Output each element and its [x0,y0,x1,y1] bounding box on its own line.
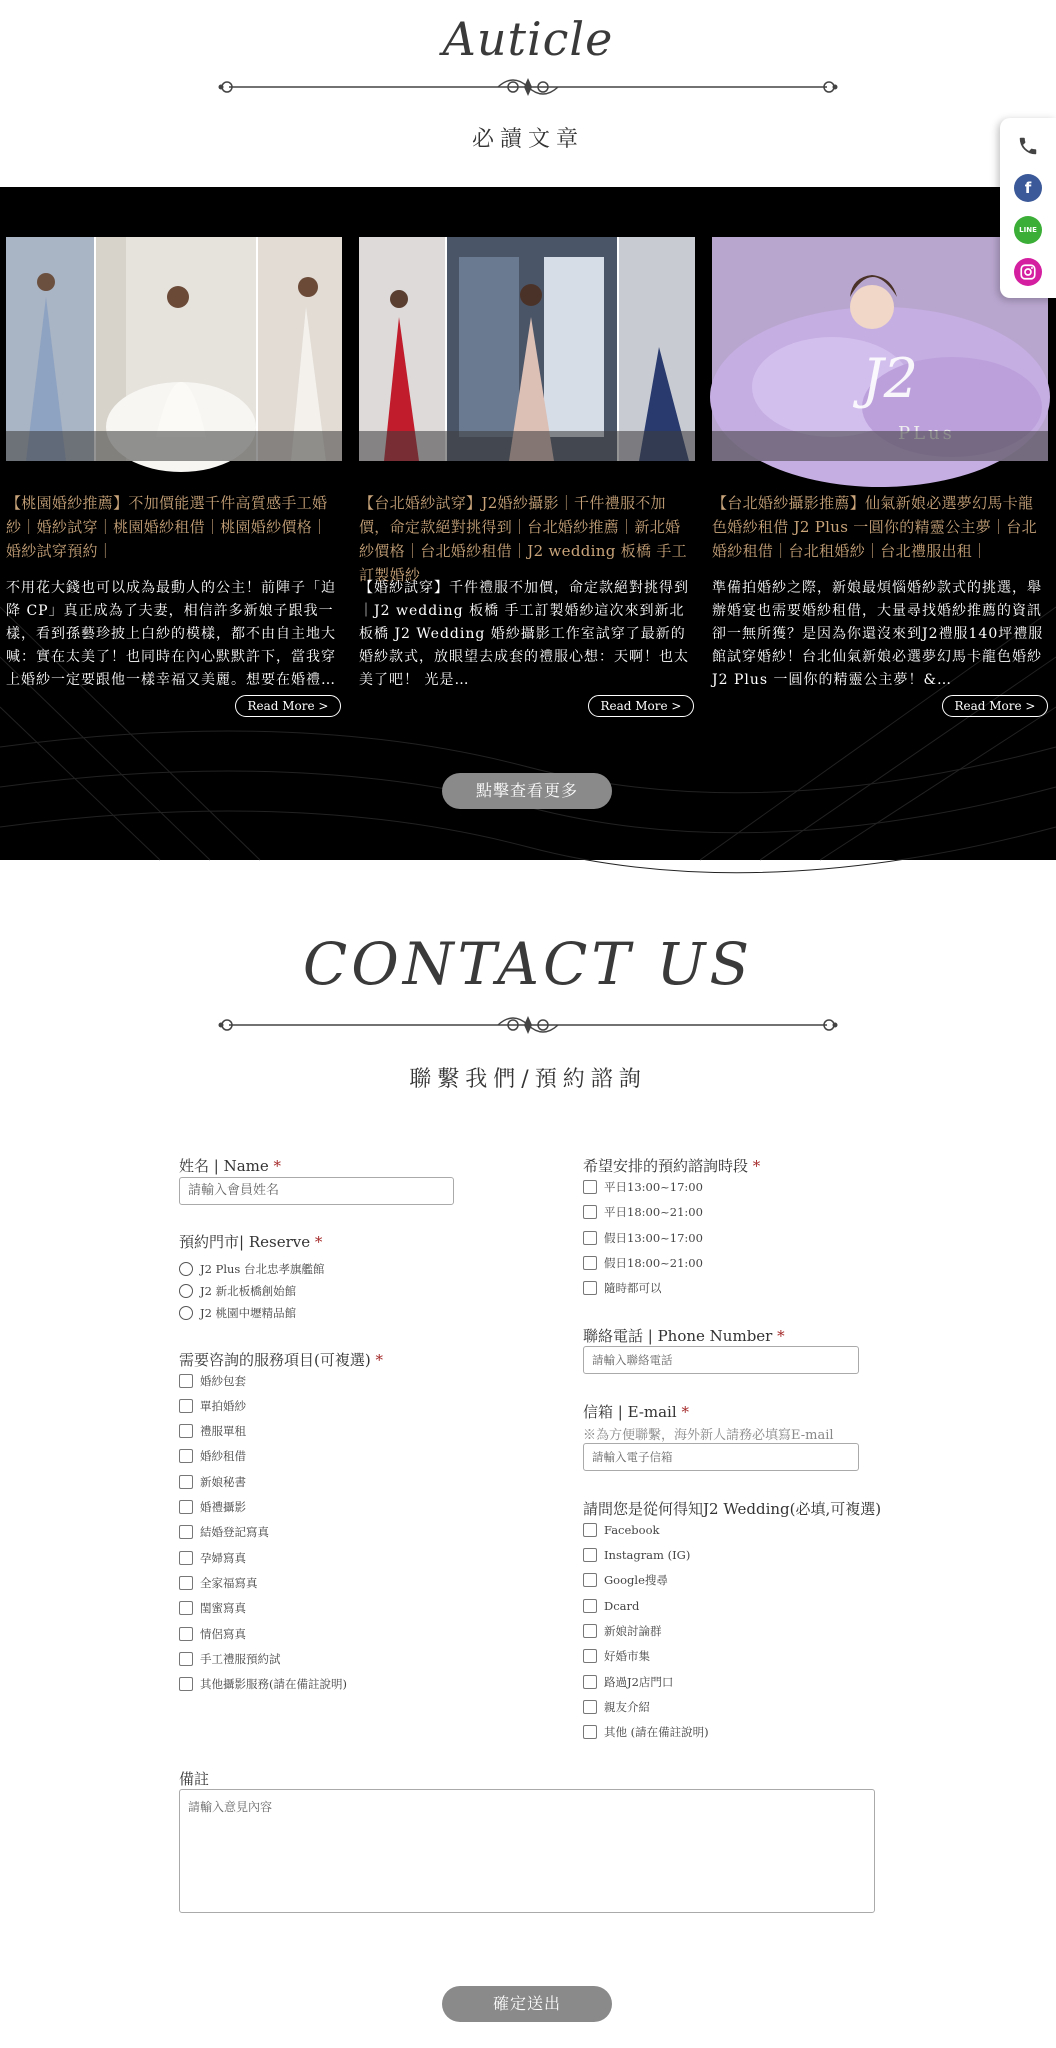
checkbox[interactable] [179,1576,193,1590]
phone-label-text: 聯絡電話 | Phone Number [583,1327,773,1345]
article-subtitle: 必讀文章 [471,127,584,152]
source-label: 請問您是從何得知J2 Wedding(必填,可複選) [583,1500,882,1518]
checkbox[interactable] [179,1374,193,1388]
view-more-button[interactable]: 點擊查看更多 [442,773,612,809]
source-option[interactable] [583,1724,709,1740]
line-glyph: LINE [1019,226,1037,234]
service-option-label: 新娘秘書 [200,1475,246,1489]
service-option-label: 禮服單租 [200,1424,246,1438]
checkbox[interactable] [179,1399,193,1413]
reserve-option[interactable] [179,1305,296,1321]
reserve-option-label: J2 桃園中壢精品館 [200,1306,297,1320]
reserve-option[interactable] [179,1283,296,1299]
checkbox[interactable] [179,1424,193,1438]
contact-script-title: CONTACT US [302,930,754,998]
checkbox[interactable] [179,1449,193,1463]
time-option[interactable] [583,1255,703,1271]
email-input[interactable]: 請輸入電子信箱 [583,1443,859,1471]
time-label [583,1155,760,1176]
required-mark: * [375,1351,383,1369]
notes-label: 備註 [179,1770,210,1788]
article-card-excerpt: 【婚紗試穿】千件禮服不加價，命定款絕對挑得到｜J2 wedding 板橋 手工訂製婚紗這次來到新北板橋 J2 Wedding 婚紗攝影工作室試穿了最新的婚紗款式，放眼望去成套的禮服心想：天啊！也太美了吧！ 光是… [359,580,689,688]
facebook-glyph: f [1024,179,1032,197]
time-option[interactable] [583,1204,703,1220]
article-card[interactable] [359,237,695,688]
checkbox[interactable] [583,1281,597,1295]
divider-ornament [205,1013,851,1037]
time-label-text: 希望安排的預約諮詢時段 [583,1157,749,1175]
checkbox[interactable] [583,1256,597,1270]
phone-label [583,1325,785,1346]
source-option-label: 其他 (請在備註說明) [604,1725,709,1739]
time-option[interactable] [583,1230,703,1246]
service-option-label: 全家福寫真 [200,1576,258,1590]
checkbox[interactable] [583,1523,597,1537]
reserve-label [179,1231,322,1252]
source-option-label: Google搜尋 [604,1573,668,1587]
article-card-title[interactable]: 【台北婚紗攝影推薦】仙氣新娘必選夢幻馬卡龍色婚紗租借 J2 Plus 一圓你的精靈公主夢｜台北婚紗租借｜台北租婚紗｜台北禮服出租｜ [712,494,1037,560]
time-option-label: 假日13:00~17:00 [604,1231,703,1245]
source-option[interactable] [583,1598,639,1614]
checkbox[interactable] [583,1624,597,1638]
checkbox[interactable] [583,1231,597,1245]
required-mark: * [777,1327,785,1345]
divider-ornament [205,75,851,99]
phone-icon[interactable] [1014,132,1042,160]
time-option-label: 平日18:00~21:00 [604,1205,703,1219]
article-section [0,187,1056,860]
notes-textarea[interactable]: 請輸入意見內容 [179,1789,875,1913]
source-option-label: 好婚市集 [604,1649,650,1663]
reserve-option-label: J2 新北板橋創始館 [200,1284,297,1298]
article-card[interactable] [6,237,342,688]
article-card-title[interactable]: 【台北婚紗試穿】J2婚紗攝影｜千件禮服不加價，命定款絕對挑得到｜台北婚紗推薦｜新北婚紗價格｜台北婚紗租借｜J2 wedding 板橋 手工訂製婚紗 [359,494,687,584]
read-more-button[interactable]: Read More > [588,695,694,717]
article-script-title: Auticle [442,12,614,66]
source-option[interactable] [583,1547,690,1563]
facebook-icon[interactable] [1014,174,1042,202]
service-option[interactable] [179,1600,246,1616]
source-option[interactable] [583,1522,659,1538]
service-option[interactable] [179,1398,246,1414]
article-card-excerpt: 準備拍婚紗之際，新娘最煩惱婚紗款式的挑選，舉辦婚宴也需要婚紗租借，大量尋找婚紗推薦的資訊卻一無所獲？是因為你還沒來到J2禮服140坪禮服館試穿婚紗！台北仙氣新娘必選夢幻馬卡龍色婚紗 J2 Plus 一圓你的精靈公主夢！&… [712,580,1044,688]
service-option[interactable] [179,1626,246,1642]
article-thumbnail[interactable] [712,237,1048,461]
service-option[interactable] [179,1524,269,1540]
checkbox[interactable] [583,1180,597,1194]
service-option-label: 情侶寫真 [200,1627,246,1641]
article-thumbnail[interactable] [359,237,695,461]
service-option-label: 閨蜜寫真 [200,1601,246,1615]
read-more-button[interactable]: Read More > [235,695,341,717]
reserve-option-label: J2 Plus 台北忠孝旗艦館 [200,1262,325,1276]
contact-subtitle: 聯繫我們/預約諮詢 [409,1067,647,1092]
services-label-text: 需要咨詢的服務項目(可複選) [179,1351,371,1369]
time-option[interactable] [583,1280,662,1296]
checkbox[interactable] [179,1500,193,1514]
service-option[interactable] [179,1373,246,1389]
required-mark: * [752,1157,761,1175]
time-option-label: 平日13:00~17:00 [604,1180,703,1194]
image-shade [712,431,1048,461]
source-option-label: Dcard [604,1599,640,1613]
checkbox[interactable] [179,1475,193,1489]
checkbox[interactable] [179,1551,193,1565]
email-label [583,1401,689,1422]
reserve-label-text: 預約門市| Reserve [179,1233,311,1251]
article-thumbnail[interactable] [6,237,342,461]
service-option-label: 單拍婚紗 [200,1399,246,1413]
service-option[interactable] [179,1474,246,1490]
source-option-label: 新娘討論群 [604,1624,662,1638]
article-card-excerpt: 不用花大錢也可以成為最動人的公主！前陣子「迫降 CP」真正成為了夫妻，相信許多新娘子跟我一樣，看到孫藝珍披上白紗的模樣，都不由自主地大喊：實在太美了！也同時在內心默默許下，當我穿上婚紗一定要跟他一樣幸福又美麗。想要在婚禮… [6,580,336,688]
phone-input[interactable]: 請輸入聯絡電話 [583,1346,859,1374]
checkbox[interactable] [583,1675,597,1689]
time-option[interactable] [583,1179,703,1195]
service-option[interactable] [179,1499,246,1515]
source-option-label: Facebook [604,1523,660,1537]
checkbox[interactable] [583,1548,597,1562]
name-label-text: 姓名 | Name [179,1157,269,1175]
reserve-option[interactable] [179,1261,324,1277]
checkbox[interactable] [179,1652,193,1666]
radio-button[interactable] [179,1262,193,1276]
required-mark: * [273,1157,282,1175]
source-option[interactable] [583,1674,673,1690]
article-card[interactable] [712,237,1048,688]
service-option-label: 孕婦寫真 [200,1551,246,1565]
checkbox[interactable] [583,1700,597,1714]
service-option-label: 婚禮攝影 [200,1500,246,1514]
checkbox[interactable] [179,1601,193,1615]
source-option-label: 路過J2店門口 [604,1675,674,1689]
article-card-title[interactable]: 【桃園婚紗推薦】不加價能選千件高質感手工婚紗｜婚紗試穿｜桃園婚紗租借｜桃園婚紗價格｜婚紗試穿預約｜ [6,494,328,560]
services-label [179,1349,383,1370]
submit-button[interactable]: 確定送出 [442,1986,612,2022]
read-more-button[interactable]: Read More > [942,695,1048,717]
time-option-label: 假日18:00~21:00 [604,1256,703,1270]
service-option[interactable] [179,1550,246,1566]
required-mark: * [681,1403,689,1421]
service-option-label: 其他攝影服務(請在備註說明) [200,1677,347,1691]
source-option[interactable] [583,1699,650,1715]
service-option[interactable] [179,1448,246,1464]
name-label [179,1155,281,1176]
service-option-label: 手工禮服預約試 [200,1652,281,1666]
service-option-label: 結婚登記寫真 [200,1525,269,1539]
service-option[interactable] [179,1423,246,1439]
image-shade [6,431,342,461]
checkbox[interactable] [179,1677,193,1691]
source-option-label: Instagram (IG) [604,1548,691,1562]
checkbox[interactable] [583,1725,597,1739]
checkbox[interactable] [583,1599,597,1613]
source-option[interactable] [583,1623,662,1639]
checkbox[interactable] [583,1573,597,1587]
checkbox[interactable] [179,1627,193,1641]
instagram-icon[interactable] [1014,258,1042,286]
name-input[interactable]: 請輸入會員姓名 [179,1177,454,1205]
email-label-text: 信箱 | E-mail [583,1403,677,1421]
email-hint: ※為方便聯繫，海外新人請務必填寫E-mail [583,1428,834,1443]
j2-watermark: J2 [862,347,919,410]
service-option[interactable] [179,1676,347,1692]
article-header [0,0,1056,187]
checkbox[interactable] [583,1205,597,1219]
source-option-label: 親友介紹 [604,1700,650,1714]
line-icon[interactable] [1014,216,1042,244]
service-option[interactable] [179,1575,258,1591]
service-option-label: 婚紗租借 [200,1449,246,1463]
required-mark: * [314,1233,323,1251]
image-shade [359,431,695,461]
time-option-label: 隨時都可以 [604,1281,662,1295]
checkbox[interactable] [179,1525,193,1539]
floating-contact-bar [1000,118,1056,298]
checkbox[interactable] [583,1649,597,1663]
source-option[interactable] [583,1648,650,1664]
service-option[interactable] [179,1651,281,1667]
radio-button[interactable] [179,1284,193,1298]
source-option[interactable] [583,1572,668,1588]
radio-button[interactable] [179,1306,193,1320]
service-option-label: 婚紗包套 [200,1374,246,1388]
